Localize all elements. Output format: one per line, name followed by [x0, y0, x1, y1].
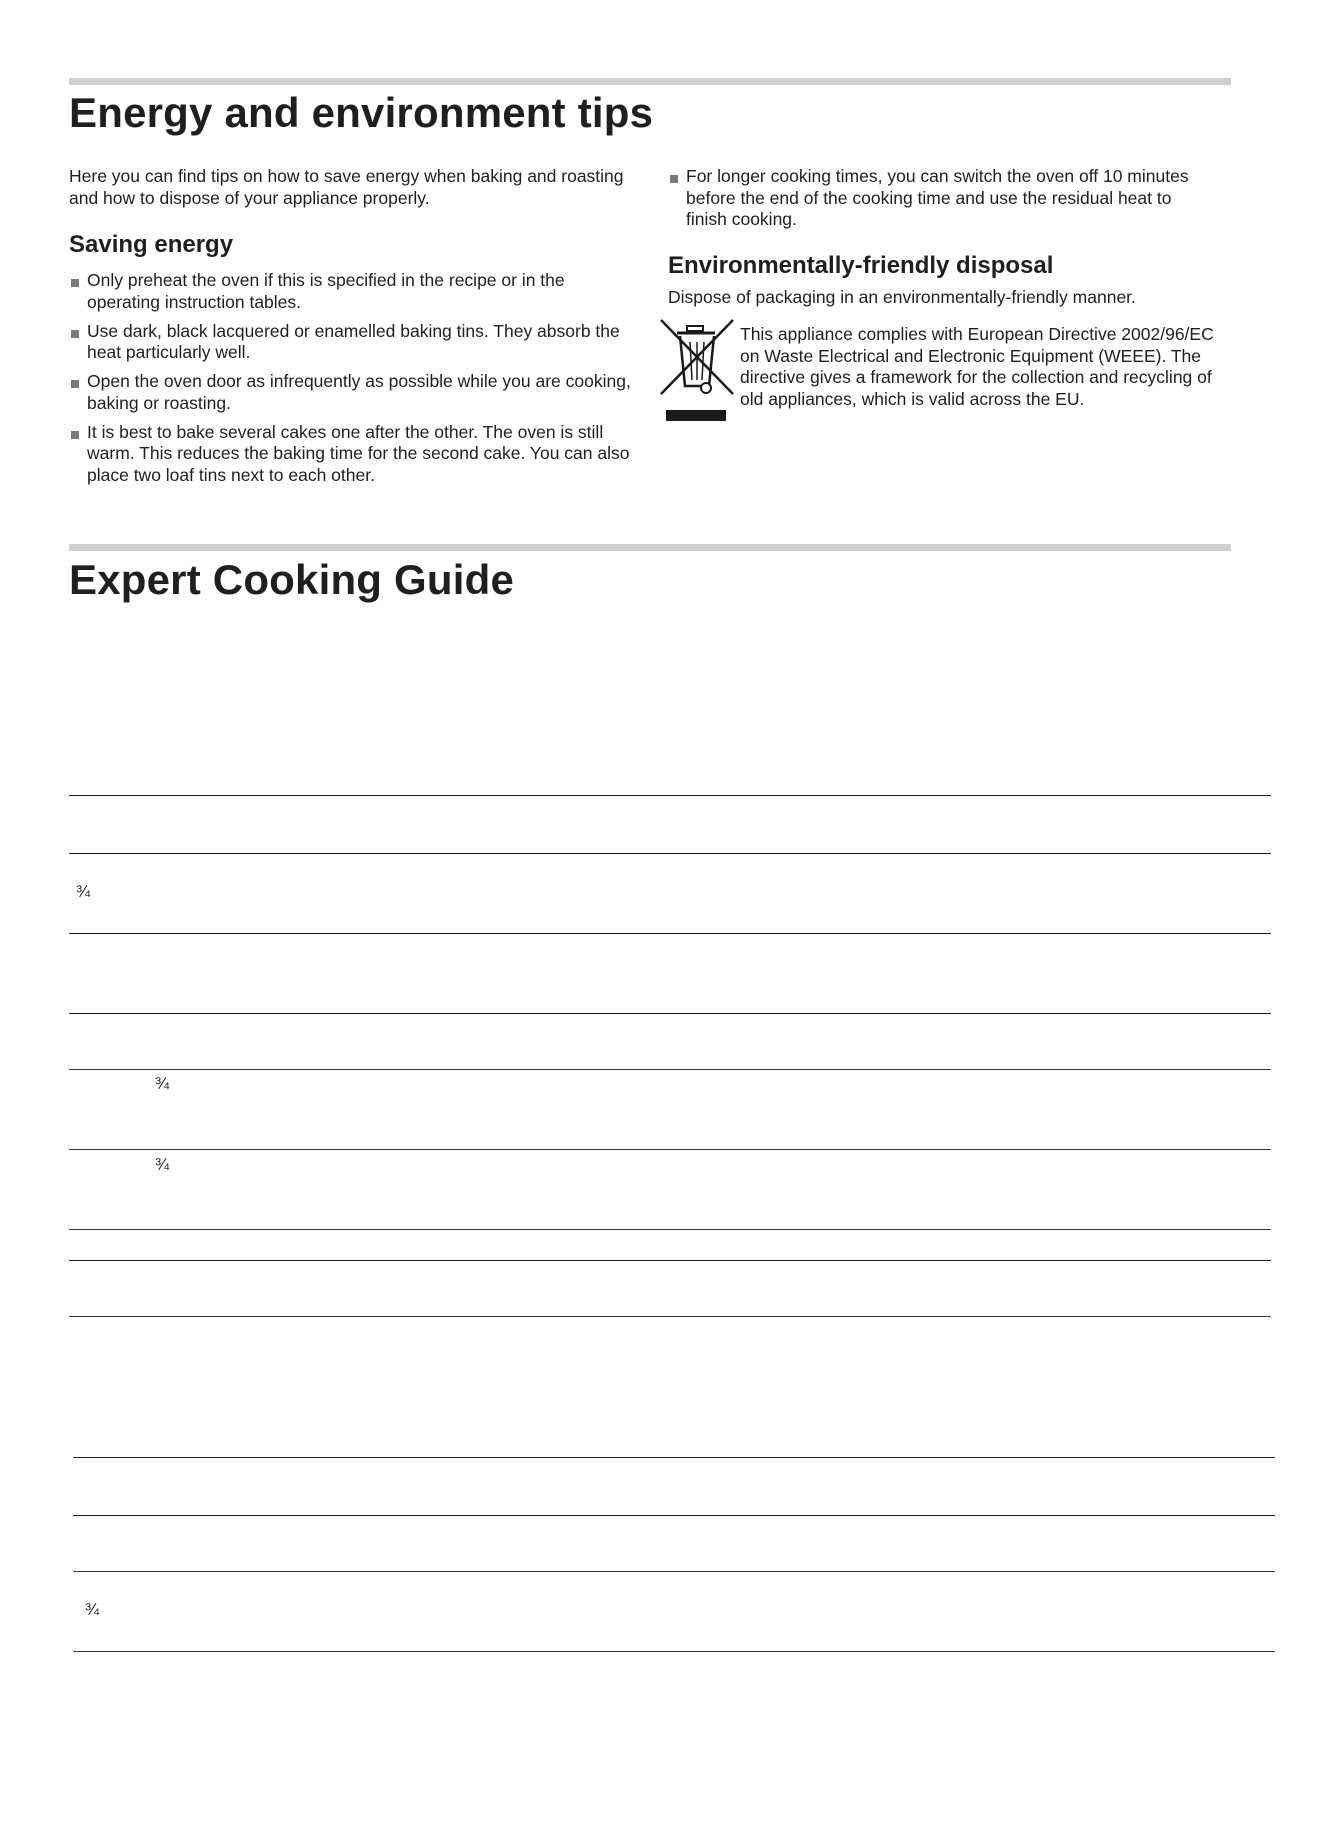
list-item [69, 371, 639, 414]
saving-energy-list-continued [668, 166, 1208, 238]
table-rule [69, 853, 1271, 854]
saving-energy-heading: Saving energy [69, 231, 234, 258]
section-divider-cooking-guide [69, 544, 1231, 551]
list-item [69, 270, 639, 313]
saving-energy-list [69, 270, 639, 494]
tip-text: It is best to bake several cakes one after the other. The oven is still warm. This reduces the baking time for the second cake. You can also place two loaf tins next to each other. [87, 421, 630, 485]
table-rule [69, 1149, 1271, 1150]
table-rule [69, 1260, 1271, 1261]
energy-intro: Here you can find tips on how to save energy when baking and roasting and how to dispose of your appliance properly. [69, 166, 624, 208]
table-rule [69, 933, 1271, 934]
tip-text: Open the oven door as infrequently as possible while you are cooking, baking or roasting. [87, 371, 631, 413]
table-cell-fraction: ¾ [155, 1074, 170, 1093]
table-rule [73, 1651, 1275, 1652]
bullet-square-icon [71, 330, 79, 338]
disposal-intro: Dispose of packaging in an environmentally-friendly manner. [668, 287, 1136, 307]
table-rule [73, 1457, 1275, 1458]
tip-text: For longer cooking times, you can switch the oven off 10 minutes before the end of the cooking time and use the residual heat to finish cooking. [686, 166, 1189, 229]
table-rule [69, 795, 1271, 796]
table-cell-fraction: ¾ [76, 882, 91, 901]
list-item [69, 321, 639, 364]
list-item [69, 422, 639, 487]
table-rule [69, 1229, 1271, 1230]
tip-text: Use dark, black lacquered or enamelled baking tins. They absorb the heat particularly well. [87, 320, 620, 362]
weee-text: This appliance complies with European Directive 2002/96/EC on Waste Electrical and Electronic Equipment (WEEE). The directive gives a framework for the collection and recycling of old appliances, which is valid across the EU. [740, 324, 1214, 409]
table-rule [69, 1013, 1271, 1014]
table-cell-fraction: ¾ [155, 1155, 170, 1174]
list-item [668, 166, 1208, 231]
bullet-square-icon [71, 279, 79, 287]
table-rule [69, 1069, 1271, 1070]
bullet-square-icon [71, 431, 79, 439]
crossed-out-wheeled-bin-icon [657, 316, 737, 426]
page-title-cooking-guide: Expert Cooking Guide [69, 556, 515, 603]
disposal-heading: Environmentally-friendly disposal [668, 252, 1054, 279]
table-rule [73, 1515, 1275, 1516]
page-title-energy: Energy and environment tips [69, 89, 654, 136]
tip-text: Only preheat the oven if this is specified in the recipe or in the operating instruction tables. [87, 270, 565, 312]
table-cell-fraction: ¾ [85, 1600, 100, 1619]
bullet-square-icon [71, 380, 79, 388]
bullet-square-icon [670, 175, 678, 183]
table-rule [73, 1571, 1275, 1572]
section-divider-energy [69, 78, 1231, 85]
table-rule [69, 1316, 1271, 1317]
